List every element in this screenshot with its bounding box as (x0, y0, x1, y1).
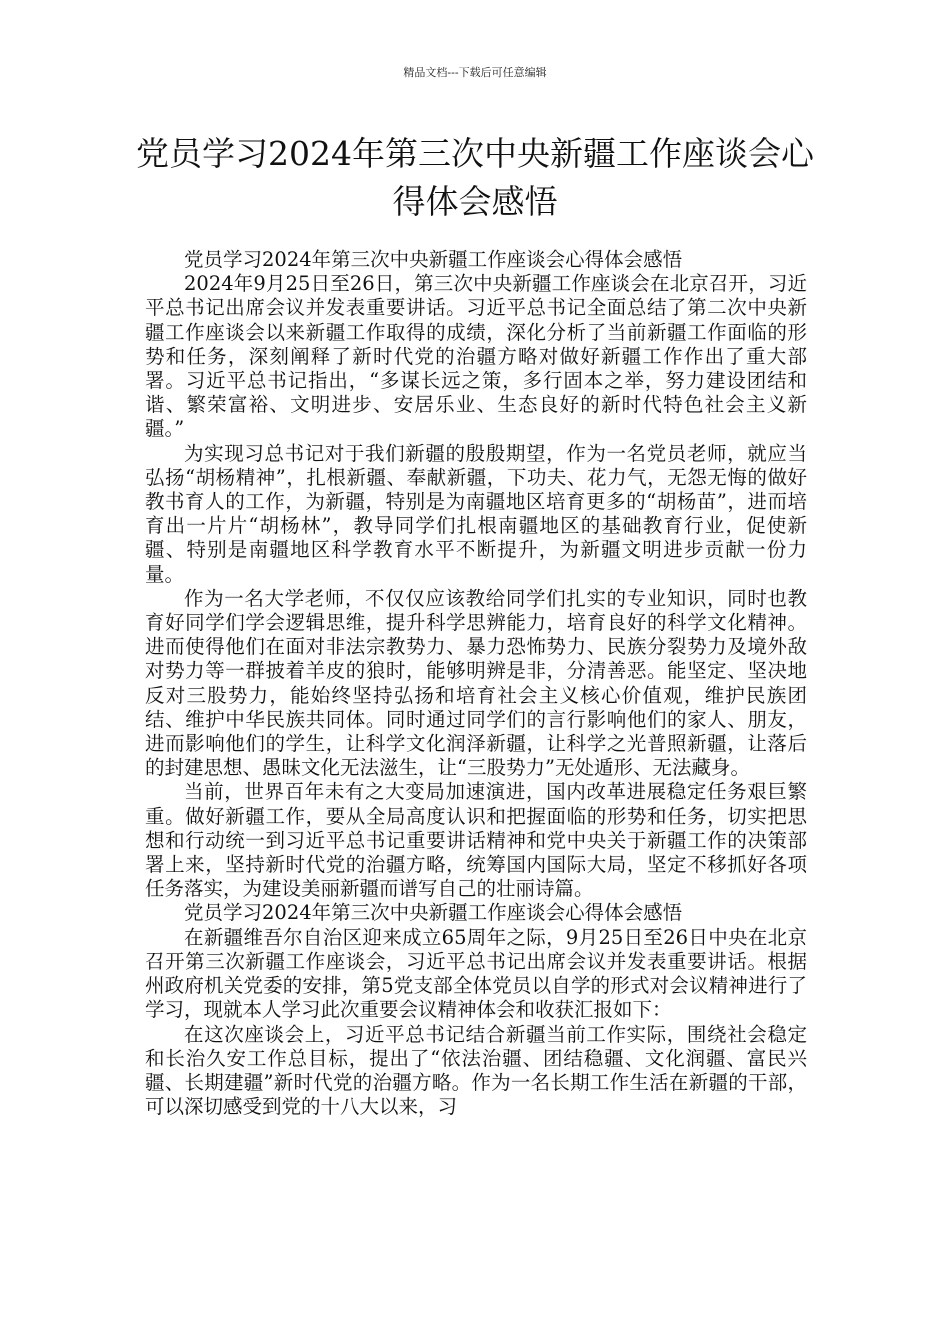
paragraph: 当前，世界百年未有之大变局加速演进，国内改革进展稳定任务艰巨繁重。做好新疆工作，要从全局高度认识和把握面临的形势和任务，切实把思想和行动统一到习近平总书记重要讲话精神和党中央关于新疆工作的决策部署上来，坚持新时代党的治疆方略，统筹国内国际大局，坚定不移抓好各项任务落实，为建设美丽新疆而谱写自己的壮丽诗篇。 (145, 780, 807, 901)
paragraph: 为实现习总书记对于我们新疆的殷殷期望，作为一名党员老师，就应当弘扬“胡杨精神”，扎根新疆、奉献新疆，下功夫、花力气，无怨无悔的做好教书育人的工作，为新疆，特别是为南疆地区培育更多的“胡杨苗”，进而培育出一片片“胡杨林”，教导同学们扎根南疆地区的基础教育行业，促使新疆、特别是南疆地区科学教育水平不断提升，为新疆文明进步贡献一份力量。 (145, 441, 807, 586)
paragraph: 作为一名大学老师，不仅仅应该教给同学们扎实的专业知识，同时也教育好同学们学会逻辑思维，提升科学思辨能力，培育良好的科学文化精神。进而使得他们在面对非法宗教势力、暴力恐怖势力、民族分裂势力及境外敌对势力等一群披着羊皮的狼时，能够明辨是非，分清善恶。能坚定、坚决地反对三股势力，能始终坚持弘扬和培育社会主义核心价值观，维护民族团结、维护中华民族共同体。同时通过同学们的言行影响他们的家人、朋友，进而影响他们的学生，让科学文化润泽新疆，让科学之光普照新疆，让落后的封建思想、愚昧文化无法滋生，让“三股势力”无处遁形、无法藏身。 (145, 586, 807, 780)
document-title: 党员学习2024年第三次中央新疆工作座谈会心得体会感悟 (136, 134, 814, 221)
header-note: 精品文档---下载后可任意编辑 (403, 66, 547, 79)
document-body (145, 248, 807, 1119)
paragraph: 在新疆维吾尔自治区迎来成立65周年之际，9月25日至26日中央在北京召开第三次新疆工作座谈会，习近平总书记出席会议并发表重要讲话。根据州政府机关党委的安排，第5党支部全体党员以自学的形式对会议精神进行了学习，现就本人学习此次重要会议精神体会和收获汇报如下： (145, 925, 807, 1022)
paragraph: 2024年9月25日至26日，第三次中央新疆工作座谈会在北京召开，习近平总书记出席会议并发表重要讲话。习近平总书记全面总结了第二次中央新疆工作座谈会以来新疆工作取得的成绩，深化分析了当前新疆工作面临的形势和任务，深刻阐释了新时代党的治疆方略对做好新疆工作作出了重大部署。习近平总书记指出，“多谋长远之策，多行固本之举，努力建设团结和谐、繁荣富裕、文明进步、安居乐业、生态良好的新时代特色社会主义新疆。” (145, 272, 807, 441)
paragraph: 党员学习2024年第三次中央新疆工作座谈会心得体会感悟 (184, 248, 683, 271)
paragraph: 党员学习2024年第三次中央新疆工作座谈会心得体会感悟 (184, 901, 683, 925)
paragraph: 在这次座谈会上，习近平总书记结合新疆当前工作实际，围绕社会稳定和长治久安工作总目标，提出了“依法治疆、团结稳疆、文化润疆、富民兴疆、长期建疆”新时代党的治疆方略。作为一名长期工作生活在新疆的干部，可以深切感受到党的十八大以来，习 (145, 1022, 807, 1119)
